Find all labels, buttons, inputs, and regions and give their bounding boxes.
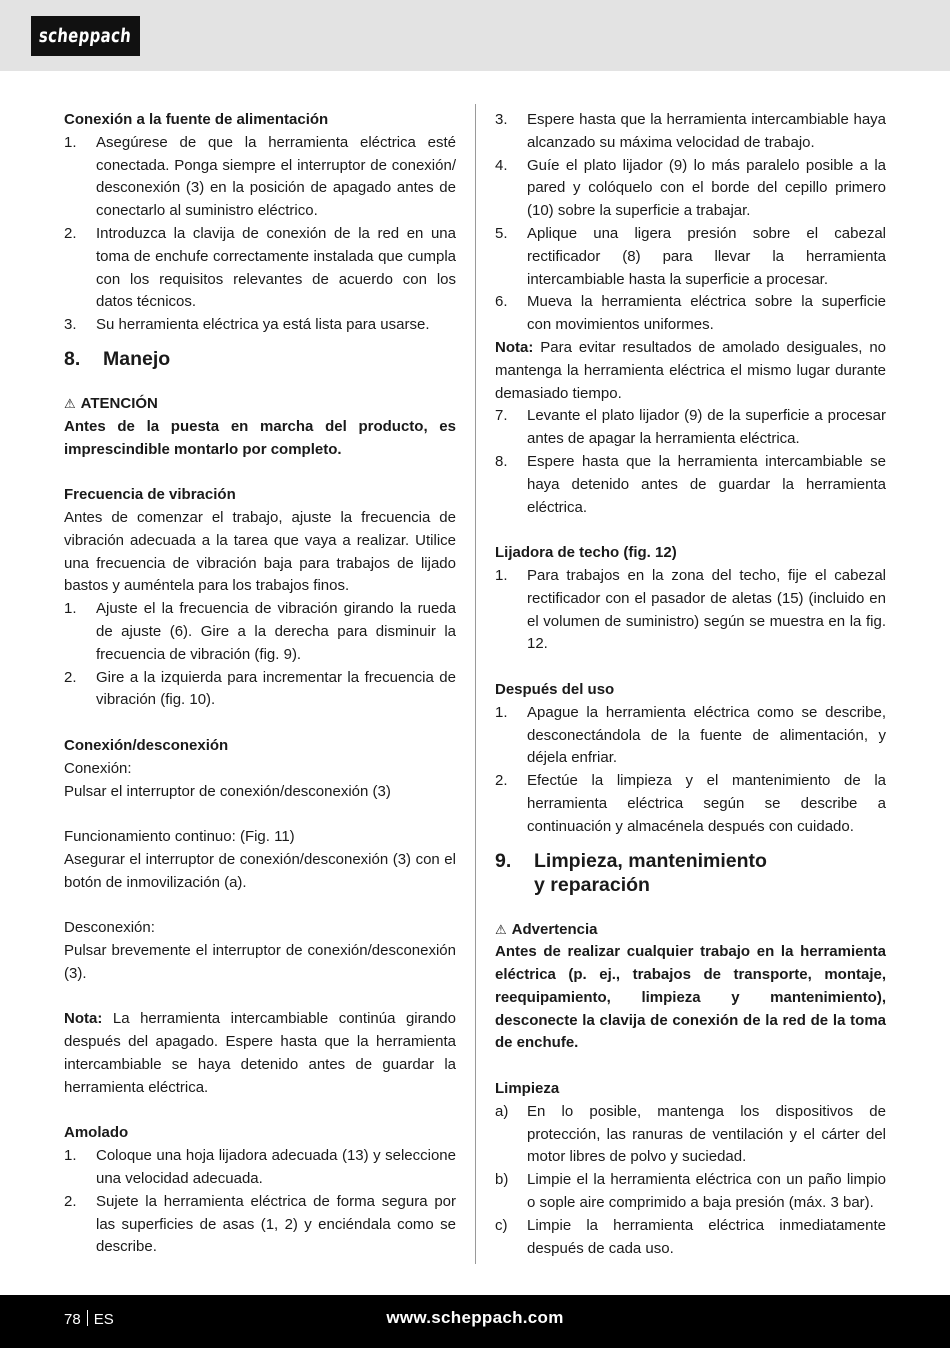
section-title: Manejo bbox=[103, 347, 171, 370]
list-item-number: 2. bbox=[495, 772, 508, 790]
list-item-text: Asegúrese de que la herramienta eléctrica esté conectada. Ponga siempre el interruptor de conexión/ desconexión (3) en la posición de apagado antes de conectarlo al suministro eléctrico. bbox=[96, 133, 456, 220]
list-item-text: Mueva la herramienta eléctrica sobre la superficie con movimientos uniformes. bbox=[527, 293, 886, 334]
list-item-number: 8. bbox=[495, 452, 508, 470]
list-item-number: 4. bbox=[495, 156, 508, 174]
grinding-list-continued bbox=[495, 109, 886, 337]
list-item-number: 6. bbox=[495, 293, 508, 311]
list-item bbox=[495, 155, 886, 223]
list-item bbox=[64, 667, 456, 713]
section-number: 9. bbox=[495, 849, 512, 872]
website-url: www.scheppach.com bbox=[386, 1308, 564, 1327]
ceiling-list bbox=[495, 565, 886, 656]
off-text: Pulsar brevemente el interruptor de conexión/desconexión (3). bbox=[64, 942, 456, 982]
list-item-number: 3. bbox=[495, 111, 508, 128]
section-title-line1: Limpieza, mantenimiento bbox=[534, 849, 767, 872]
warning-label bbox=[495, 919, 886, 942]
section-heading-8 bbox=[64, 347, 456, 371]
list-item bbox=[64, 314, 456, 337]
list-item-text: Levante el plato lijador (9) de la superficie a procesar antes de apagar la herramienta eléctrica. bbox=[527, 407, 886, 448]
list-item-text: Efectúe la limpieza y el mantenimiento de la herramienta eléctrica según se describe a continuación y almacénela después con cuidado. bbox=[527, 772, 886, 835]
note-text: Para evitar resultados de amolado desiguales, no mantenga la herramienta eléctrica el mismo lugar durante demasiado tiempo. bbox=[495, 338, 886, 402]
page-header bbox=[0, 0, 950, 71]
list-item-text: Para trabajos en la zona del techo, fije el cabezal rectificador con el pasador de aletas (15) (incluido en el volumen de suministro) según se muestra en la fig. 12. bbox=[527, 566, 886, 653]
continuous-text: Asegurar el interruptor de conexión/desconexión (3) con el botón de inmovilización (a). bbox=[64, 850, 456, 891]
page-footer bbox=[0, 1295, 950, 1348]
subheading-connection: Conexión a la fuente de alimentación bbox=[64, 111, 329, 128]
list-item bbox=[495, 291, 886, 337]
after-use-list bbox=[495, 702, 886, 839]
subheading-grinding: Amolado bbox=[64, 1124, 129, 1142]
note-text: La herramienta intercambiable continúa girando después del apagado. Espere hasta que la herramienta intercambiable se haya detenido antes de guardar la herramienta eléctrica. bbox=[64, 1010, 456, 1096]
grinding-list-end bbox=[495, 405, 886, 519]
attention-text: Antes de la puesta en marcha del producto, es imprescindible montarlo por completo. bbox=[64, 417, 456, 458]
list-item bbox=[64, 598, 456, 666]
on-label: Conexión: bbox=[64, 759, 132, 777]
list-item bbox=[64, 1145, 456, 1191]
list-item bbox=[495, 223, 886, 291]
list-item-number: 2. bbox=[64, 224, 77, 242]
vibration-list bbox=[64, 598, 456, 712]
list-item-number: 2. bbox=[64, 1192, 77, 1210]
section-number: 8. bbox=[64, 347, 81, 370]
language-code: ES bbox=[93, 1311, 114, 1328]
left-column bbox=[64, 109, 456, 1259]
list-item-number: b) bbox=[495, 1171, 509, 1189]
on-text: Pulsar el interruptor de conexión/desconexión (3) bbox=[64, 782, 391, 800]
note-label: Nota: bbox=[64, 1010, 103, 1028]
warning-triangle-icon: ⚠ bbox=[495, 921, 507, 937]
list-item-number: 1. bbox=[64, 133, 77, 151]
note-paragraph bbox=[64, 1008, 456, 1099]
subheading-ceiling: Lijadora de techo (fig. 12) bbox=[495, 544, 677, 562]
list-item-number: 1. bbox=[64, 600, 77, 618]
grinding-list bbox=[64, 1145, 456, 1259]
list-item-number: 2. bbox=[64, 668, 77, 686]
list-item-text: Su herramienta eléctrica ya está lista para usarse. bbox=[96, 316, 430, 334]
list-item-text: Sujete la herramienta eléctrica de forma segura por las superficies de asas (1, 2) y enciéndala como se describe. bbox=[96, 1192, 456, 1256]
list-item bbox=[64, 1191, 456, 1259]
list-item bbox=[495, 1101, 886, 1169]
vibration-paragraph: Antes de comenzar el trabajo, ajuste la frecuencia de vibración adecuada a la tarea que vaya a realizar. Utilice una frecuencia de vibración baja para trabajos de lijado bastos y auméntela para los trabajos finos. bbox=[64, 508, 456, 595]
section-heading-9 bbox=[495, 849, 886, 897]
cleaning-list bbox=[495, 1101, 886, 1261]
warning-text-label: Advertencia bbox=[511, 920, 598, 938]
list-item bbox=[495, 1215, 886, 1261]
brand-logo bbox=[31, 16, 140, 56]
list-item-text: Guíe el plato lijador (9) lo más paralelo posible a la pared y colóquelo con el borde del cepillo primero (10) sobre la superficie a trabajar. bbox=[527, 156, 886, 220]
list-item-number: 7. bbox=[495, 407, 508, 425]
list-item bbox=[495, 702, 886, 770]
list-item bbox=[495, 451, 886, 519]
right-column bbox=[495, 109, 886, 1260]
note-label: Nota: bbox=[495, 338, 534, 356]
list-item-text: Coloque una hoja lijadora adecuada (13) y seleccione una velocidad adecuada. bbox=[96, 1147, 456, 1188]
list-item-number: a) bbox=[495, 1102, 509, 1120]
list-item bbox=[64, 132, 456, 223]
list-item bbox=[495, 565, 886, 656]
section-title bbox=[534, 849, 767, 897]
off-label: Desconexión: bbox=[64, 919, 155, 937]
list-item-text: Aplique una ligera presión sobre el cabezal rectificador (8) para llevar la herramienta intercambiable hasta la superficie a procesar. bbox=[527, 224, 886, 288]
list-item bbox=[495, 109, 886, 155]
list-item-number: 5. bbox=[495, 224, 508, 242]
subheading-after-use: Después del uso bbox=[495, 680, 615, 698]
attention-text-label: ATENCIÓN bbox=[80, 394, 158, 412]
list-item-text: Apague la herramienta eléctrica como se describe, desconectándola de la fuente de alimentación, y déjela enfriar. bbox=[527, 703, 886, 767]
subheading-vibration: Frecuencia de vibración bbox=[64, 486, 236, 504]
section-title-line2: y reparación bbox=[534, 873, 650, 896]
column-divider bbox=[475, 104, 476, 1264]
list-item-text: Gire a la izquierda para incrementar la frecuencia de vibración (fig. 10). bbox=[96, 668, 456, 709]
list-item bbox=[64, 223, 456, 314]
list-item-text: Introduzca la clavija de conexión de la red en una toma de enchufe correctamente instalada que cumpla con los requisitos relevantes de acuerdo con los datos técnicos. bbox=[96, 224, 456, 311]
list-item-number: 3. bbox=[64, 316, 77, 334]
list-item bbox=[495, 1169, 886, 1215]
list-item-text: Ajuste el la frecuencia de vibración girando la rueda de ajuste (6). Gire a la derecha para disminuir la frecuencia de vibración (fig. 9). bbox=[96, 600, 456, 663]
list-item-number: 1. bbox=[495, 703, 508, 721]
page-number: 78 bbox=[64, 1311, 81, 1328]
list-item-text: En lo posible, mantenga los dispositivos de protección, las ranuras de ventilación y el cárter del motor libres de polvo y suciedad. bbox=[527, 1102, 886, 1166]
attention-label bbox=[64, 393, 456, 416]
warning-text: Antes de realizar cualquier trabajo en la herramienta eléctrica (p. ej., trabajos de transporte, montaje, reequipamiento, limpieza y mantenimiento), desconecte la clavija de conexión de la red de la toma de enchufe. bbox=[495, 943, 886, 1052]
list-item-number: 1. bbox=[64, 1147, 77, 1165]
list-item-text: Limpie la herramienta eléctrica inmediatamente después de cada uso. bbox=[527, 1216, 886, 1257]
subheading-cleaning: Limpieza bbox=[495, 1080, 560, 1098]
list-item bbox=[495, 405, 886, 451]
logo-text: scheppach bbox=[38, 25, 133, 47]
connection-list bbox=[64, 132, 456, 337]
list-item-number: 1. bbox=[495, 566, 508, 584]
note-paragraph-right bbox=[495, 337, 886, 405]
continuous-label: Funcionamiento continuo: (Fig. 11) bbox=[64, 828, 295, 846]
subheading-on-off: Conexión/desconexión bbox=[64, 736, 229, 754]
warning-triangle-icon: ⚠ bbox=[64, 395, 76, 411]
list-item bbox=[495, 770, 886, 838]
list-item-text: Espere hasta que la herramienta intercambiable se haya detenido antes de guardar la herramienta eléctrica. bbox=[527, 452, 886, 516]
list-item-text: Espere hasta que la herramienta intercambiable haya alcanzado su máxima velocidad de trabajo. bbox=[527, 111, 886, 151]
list-item-number: c) bbox=[495, 1216, 508, 1234]
list-item-text: Limpie el la herramienta eléctrica con un paño limpio o sople aire comprimido a baja presión (máx. 3 bar). bbox=[527, 1171, 886, 1212]
